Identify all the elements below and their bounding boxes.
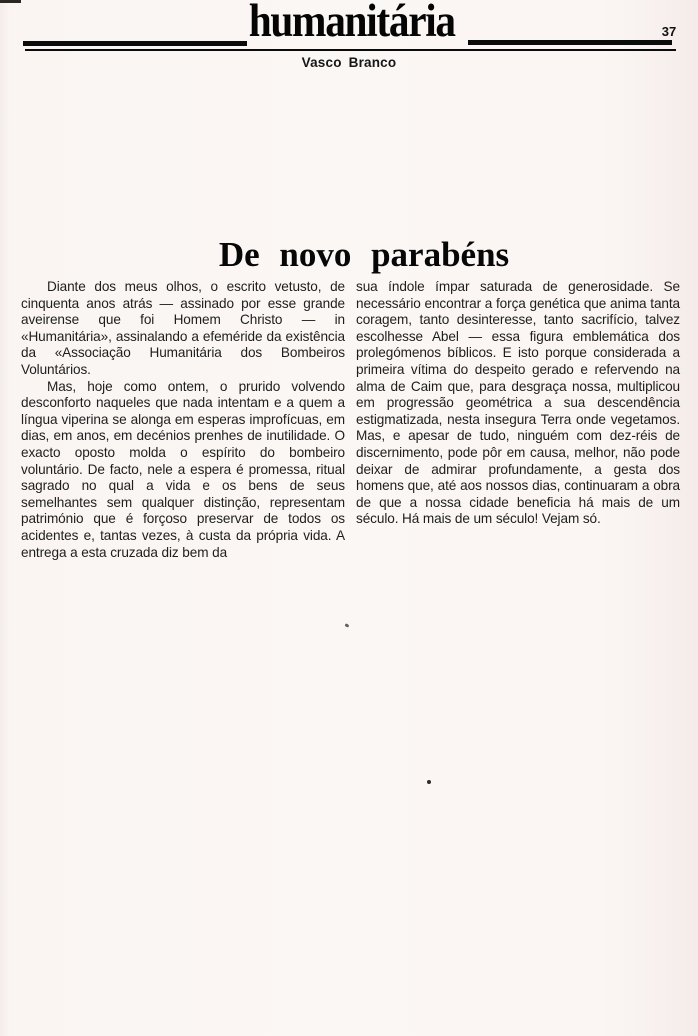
- article-paragraph: sua índole ímpar saturada de generosidade. Se necessário encontrar a força genética que anima tanta coragem, tanto desinteresse, tanto sacrifício, talvez escolhesse Abel — essa figura emblemática dos prolegómenos bíblicos. E isto porque considerada a primeira vítima do despeito gerado e refervendo na alma de Caim que, para desgraça nossa, multiplicou em progressão geométrica a sua descendência estigmatizada, nesta insegura Terra onde vegetamos. Mas, e apesar de tudo, ninguém com dez-réis de discernimento, pode pôr em causa, melhor, não pode deixar de admirar profundamente, a gesta dos homens que, até aos nossos dias, continuaram a obra de que a nossa cidade beneficia há mais de um século. Há mais de um século! Vejam só.: [356, 279, 680, 527]
- article-column-right: [356, 279, 680, 561]
- scan-speck: [427, 780, 431, 784]
- article-column-left: [21, 279, 345, 561]
- article-paragraph: Diante dos meus olhos, o escrito vetusto, de cinquenta anos atrás — assinado por esse grande aveirense que foi Homem Christo — in «Humanitária», assinalando a efeméride da existência da «Associação Humanitária dos Bombeiros Voluntários.: [21, 279, 345, 377]
- author-byline: Vasco Branco: [301, 55, 397, 70]
- masthead-title-text: humanitária: [248, 0, 455, 47]
- article-body: [21, 279, 681, 561]
- article-paragraph: Mas, hoje como ontem, o prurido volvendo desconforto naqueles que nada intentam e a quem a língua viperina se alonga em esperas improfícuas, em dias, em anos, em decénios prenhes de inutilidade. O exacto oposto molda o espírito do bombeiro voluntário. De facto, nele a espera é promessa, ritual sagrado no qual a vida e os bens de seus semelhantes sem qualquer distinção, representam património que é forçoso preservar de todos os acidentes e, tantas vezes, à custa da própria vida. A entrega a esta cruzada diz bem da: [21, 378, 345, 560]
- masthead-rule-left: [23, 41, 247, 46]
- masthead-rule-right: [468, 40, 672, 45]
- scan-speck: [345, 623, 350, 627]
- masthead-rule-thin: [25, 49, 676, 51]
- page-number: 37: [661, 24, 677, 39]
- article-title: De novo parabéns: [218, 235, 510, 275]
